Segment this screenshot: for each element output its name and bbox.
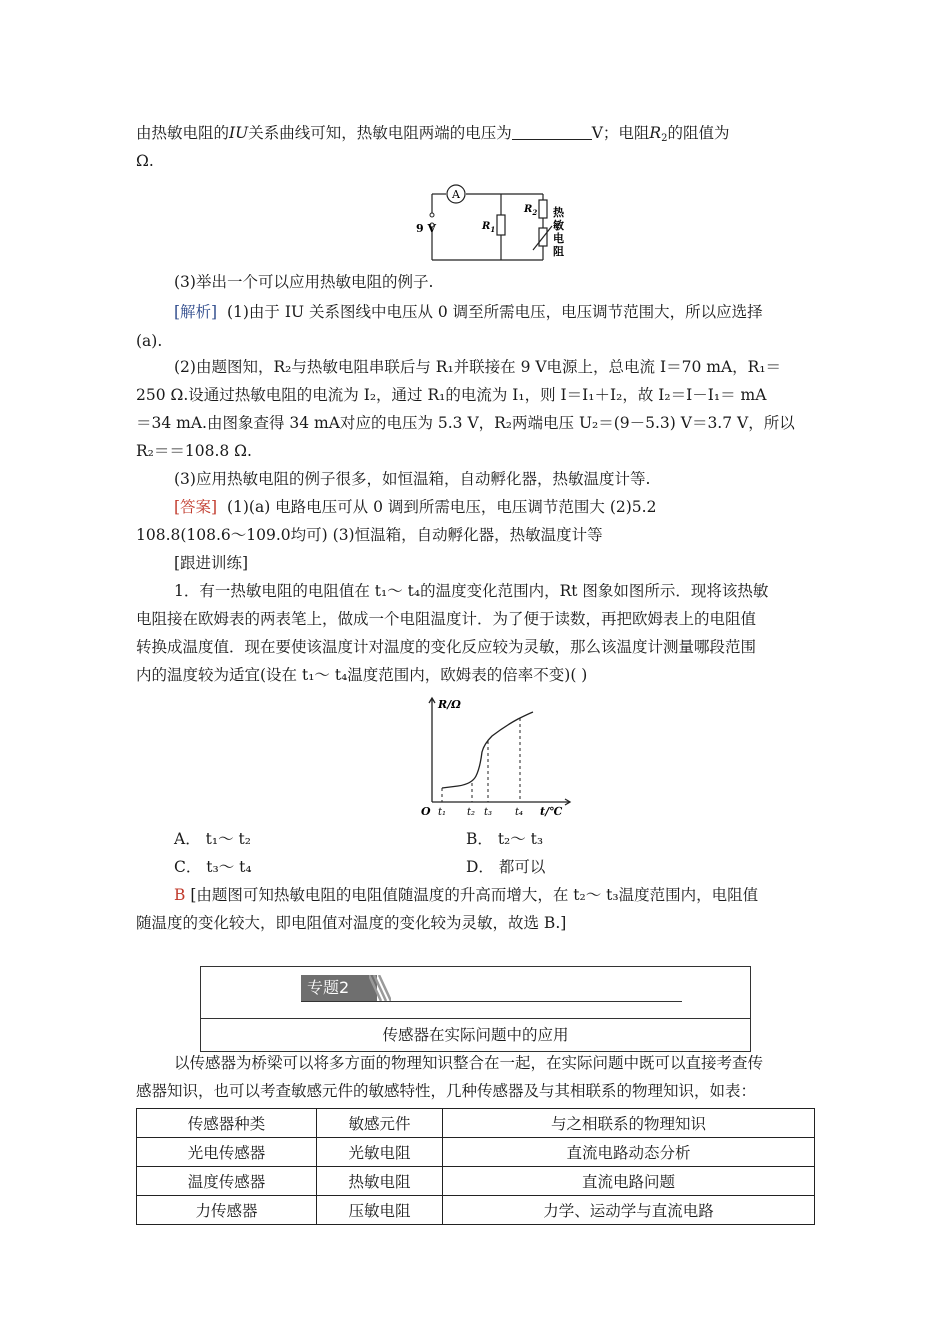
graph-y-label: R/Ω: [438, 698, 461, 711]
topic-divider: [201, 1018, 750, 1019]
option-a: A． t₁～ t₂: [174, 830, 251, 848]
svg-text:R1: [481, 221, 495, 234]
q1-line: 1．有一热敏电阻的电阻值在 t₁～ t₄的温度变化范围内，Rt 图象如图所示．现将该热敏: [174, 582, 769, 600]
graph-x-label: t/℃: [540, 805, 563, 818]
answer-blank: [512, 123, 592, 140]
intro-text: 关系曲线可知，热敏电阻两端的电压为: [248, 124, 512, 142]
analysis-line: [174, 301, 763, 323]
r2-label: R: [524, 204, 533, 215]
analysis-text: (1)由于 IU 关系图线中电压从 0 调至所需电压，电压调节范围大，所以应选择: [226, 303, 763, 321]
intro-text: 由热敏电阻的: [136, 124, 230, 142]
r1-label: R: [482, 221, 491, 232]
option-b: B． t₂～ t₃: [466, 830, 544, 848]
graph-tick: t₃: [484, 807, 493, 818]
solution-line: [174, 884, 758, 906]
intro-line-2: Ω.: [136, 152, 154, 170]
topic-badge: 专题2: [301, 975, 377, 1001]
intro-r: R: [649, 124, 662, 142]
answer-text: (1)(a) 电路电压可从 0 调到所需电压，电压调节范围大 (2)5.2: [226, 498, 657, 516]
q1-line: 内的温度较为适宜(设在 t₁～ t₄温度范围内，欧姆表的倍率不变)( ): [136, 666, 588, 684]
table-cell: 光电传感器: [137, 1138, 317, 1167]
table-header-cell: 与之相联系的物理知识: [443, 1109, 815, 1138]
table-cell: 直流电路问题: [443, 1167, 815, 1196]
graph-tick: t₁: [438, 807, 447, 818]
table-header-cell: 敏感元件: [317, 1109, 443, 1138]
analysis-line: R₂＝＝108.8 Ω.: [136, 442, 252, 460]
table-cell: 热敏电阻: [317, 1167, 443, 1196]
answer-line: 108.8(108.6～109.0均可) (3)恒温箱，自动孵化器，热敏温度计等: [136, 526, 603, 544]
sensor-table: [136, 1108, 815, 1225]
analysis-tag: [解析]: [174, 303, 218, 321]
practice-header: [跟进训练]: [174, 554, 249, 572]
topic-text-line: 感器知识，也可以考查敏感元件的敏感特性，几种传感器及与其相联系的物理知识，如表：: [136, 1082, 757, 1100]
rt-graph: [410, 690, 590, 820]
circuit-diagram: [410, 180, 580, 270]
table-cell: 光敏电阻: [317, 1138, 443, 1167]
intro-text: 的阻值为: [667, 124, 730, 142]
ammeter-label: A: [452, 188, 460, 201]
r1-sub: 1: [490, 225, 496, 234]
question-3: (3)举出一个可以应用热敏电阻的例子.: [174, 273, 434, 291]
analysis-line: ＝34 mA.由图象查得 34 mA对应的电压为 5.3 V，R₂两端电压 U₂＝(9－5.3) V＝3.7 V，所以: [136, 414, 795, 432]
option-d: D． 都可以: [466, 858, 546, 876]
solution-letter: B: [174, 886, 186, 904]
topic-subtitle: 传感器在实际问题中的应用: [382, 1026, 569, 1044]
table-cell: 直流电路动态分析: [443, 1138, 815, 1167]
table-header-cell: 传感器种类: [137, 1109, 317, 1138]
intro-line-1: [136, 122, 729, 144]
solution-line: 随温度的变化较大，即电阻值对温度的变化较为灵敏，故选 B.]: [136, 914, 567, 932]
table-row: [137, 1167, 815, 1196]
badge-stripes: [369, 975, 391, 1001]
table-cell: 力传感器: [137, 1196, 317, 1225]
svg-text:R2: [523, 204, 537, 217]
analysis-line: (a).: [136, 332, 163, 350]
topic-box: [200, 966, 751, 1052]
answer-line: [174, 496, 656, 518]
analysis-line: 250 Ω.设通过热敏电阻的电流为 I₂，通过 R₁的电流为 I₁，则 I＝I₁＋I₂，故 I₂＝I－I₁＝ mA: [136, 386, 767, 404]
answer-tag: [答案]: [174, 498, 218, 516]
graph-tick: t₂: [467, 807, 476, 818]
q1-line: 转换成温度值．现在要使该温度计对温度的变化反应较为灵敏，那么该温度计测量哪段范围: [136, 638, 757, 656]
intro-r-sub: 2: [661, 133, 668, 144]
table-cell: 压敏电阻: [317, 1196, 443, 1225]
graph-origin: O: [421, 805, 431, 818]
q1-line: 电阻接在欧姆表的两表笔上，做成一个电阻温度计．为了便于读数，再把欧姆表上的电阻值: [136, 610, 757, 628]
thermistor-char: 电: [553, 232, 564, 245]
table-cell: 力学、运动学与直流电路: [443, 1196, 815, 1225]
option-c: C． t₃～ t₄: [174, 858, 252, 876]
r2-sub: 2: [532, 208, 538, 217]
topic-underline: [301, 1001, 682, 1002]
graph-tick: t₄: [515, 807, 524, 818]
analysis-line: (2)由题图知，R₂与热敏电阻串联后与 R₁并联接在 9 V电源上，总电流 I＝70 mA，R₁＝: [174, 358, 782, 376]
table-row: [137, 1196, 815, 1225]
solution-text: [由题图可知热敏电阻的电阻值随温度的升高而增大，在 t₂～ t₃温度范围内，电阻值: [185, 886, 759, 904]
intro-text: V；电阻: [591, 124, 650, 142]
intro-iu: IU: [229, 124, 249, 142]
source-label: 9 V: [416, 222, 437, 235]
thermistor-char: 敏: [553, 219, 564, 232]
table-row: [137, 1138, 815, 1167]
analysis-line: (3)应用热敏电阻的例子很多，如恒温箱，自动孵化器，热敏温度计等.: [174, 470, 651, 488]
topic-text-line: 以传感器为桥梁可以将多方面的物理知识整合在一起，在实际问题中既可以直接考查传: [174, 1054, 764, 1072]
table-header-row: [137, 1109, 815, 1138]
table-cell: 温度传感器: [137, 1167, 317, 1196]
thermistor-char: 阻: [553, 245, 564, 258]
thermistor-char: 热: [553, 206, 564, 219]
